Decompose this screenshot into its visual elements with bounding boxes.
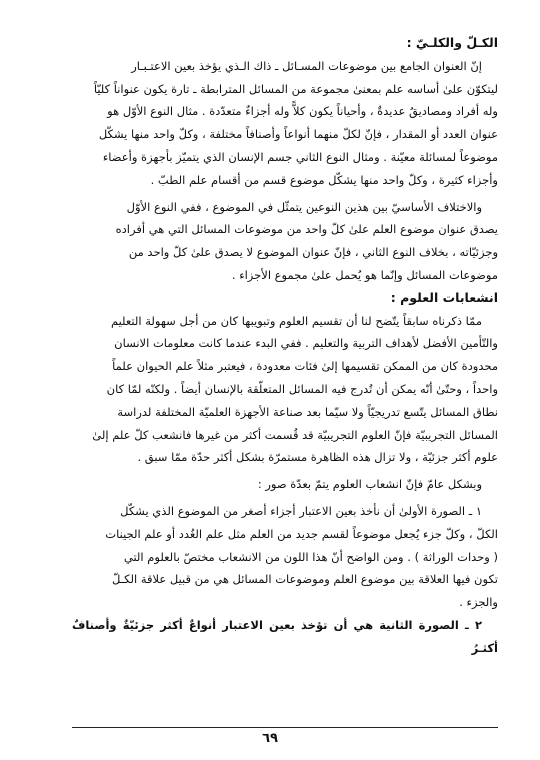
paragraph-line: عنوان العدد أو المقدار ، فإنّ لكلّ منهما أنواعاً وأصنافاً مختلفة ، وكلّ واحد منها يشكّل [98, 127, 498, 142]
section-heading-branching-of-sciences: انشعابات العلوم : [390, 289, 498, 305]
paragraph-line: محدودة كان من الممكن تقسيمها إلىٰ فئات معدودة ، فيعتبر مثلاً علم الحيوان علماً [112, 359, 498, 374]
paragraph-line: وأجزاء كثيرة ، وكلّ واحد منها يشكّل موضوع قسم من أقسام علم الطبّ . [150, 172, 498, 187]
paragraph-line: وجزئيّاته ، بخلاف النوع الثاني ، فإنّ عنوان الموضوع لا يصدق علىٰ كلّ واحد من [128, 245, 498, 260]
paragraph-line: واحداً ، وحتّىٰ أنّه يمكن أن تُدرج فيه المسائل المتعلّقة بالإنسان أيضاً . ولكنّه لمّا كان [106, 381, 498, 396]
page-number: ٦٩ [262, 731, 278, 746]
paragraph-line: نطاق المسائل يتّسع تدريجيّاً ولا سيّما بعد صناعة الأجهزة العلميّة المختلفة لدراسة [117, 404, 498, 419]
list-item-line: الكلّ ، وكلّ جزء يُجعل موضوعاً لقسم جديد من العلم مثل علم الغُدد أو علم الجينات [105, 526, 498, 541]
paragraph-line: ليتكوّن علىٰ أساسه علم بمعنىٰ مجموعة من المسائل المترابطة ـ تارة يكون عنواناً كليّاً [93, 81, 498, 96]
paragraph-line: وبشكل عامّ فإنّ انشعاب العلوم يتمّ بعدّة صور : [257, 477, 482, 492]
paragraph-line: وله أفراد ومصاديقُ عديدةٌ ، وأحياناً يكون كلاًّ وله أجزاءٌ متعدّدة . مثال النوع الأوّل هو [107, 104, 498, 119]
paragraph-line: يصدق عنوان موضوع العلم علىٰ كلّ واحد من موضوعات المسائل التي هي أفراده [115, 222, 498, 237]
list-item-line: ١ ـ الصورة الأولىٰ أن نأخذ بعين الاعتبار أجزاء أصغر من الموضوع الذي يشكّل [120, 503, 482, 518]
list-item-line: تكون فيها العلاقة بين موضوع العلم وموضوعات المسائل هي من قبيل علاقة الكـلّ [112, 572, 498, 587]
paragraph-line: والتّأمين الأفضل لأهداف التربية والتعليم . ففي البدء عندما كانت معلومات الانسان [114, 336, 498, 351]
list-item-line: ٢ ـ الصورة الثانية هي أن تؤخذ بعين الاعتبار أنواعٌ أكثر جزئيّةٌ وأصنافٌ أكثـرُ [72, 617, 498, 655]
paragraph-line: علوم أكثر جزئيّة ، ولا تزال هذه الظاهرة مستمرّة بشكل أكثر حدّة ممّا سبق . [137, 450, 498, 465]
footer-rule [72, 727, 498, 728]
paragraph-line: موضوعاً لمسائلة معيّنة . ومثال النوع الثاني جسم الإنسان الذي يتميّز بأجهزة وأعضاء [102, 149, 498, 164]
paragraph-line: إنّ العنوان الجامع بين موضوعات المسـائل ـ ذاك الـذي يؤخذ بعين الاعتـبـار [131, 58, 482, 73]
section-heading-whole-and-universal: الكـلّ والكلـيّ : [406, 35, 498, 50]
paragraph-line: والاختلاف الأساسيّ بين هذين النوعين يتمثّل في الموضوع ، ففي النوع الأوّل [126, 199, 482, 214]
paragraph-line: موضوعات المسائل وإنّما هو يُحمل علىٰ مجموع الأجزاء . [231, 267, 498, 282]
paragraph-line: المسائل التجريبيّة فإنّ العلوم التجريبيّة قد قُسمت أكثر من غيرها فانشعب كلّ علم إلىٰ [92, 427, 498, 442]
paragraph-line: ممّا ذكرناه سابقاً يتّضح لنا أن تقسيم العلوم وتبويبها كان من أجل سهولة التعليم [110, 313, 482, 328]
body-text [72, 32, 498, 660]
list-item-line: والجزء . [459, 595, 498, 610]
list-item-line: ( وحدات الوراثة ) . ومن الواضح أنّ هذا اللون من الانشعاب مختصّ بالعلوم التي [123, 549, 498, 564]
